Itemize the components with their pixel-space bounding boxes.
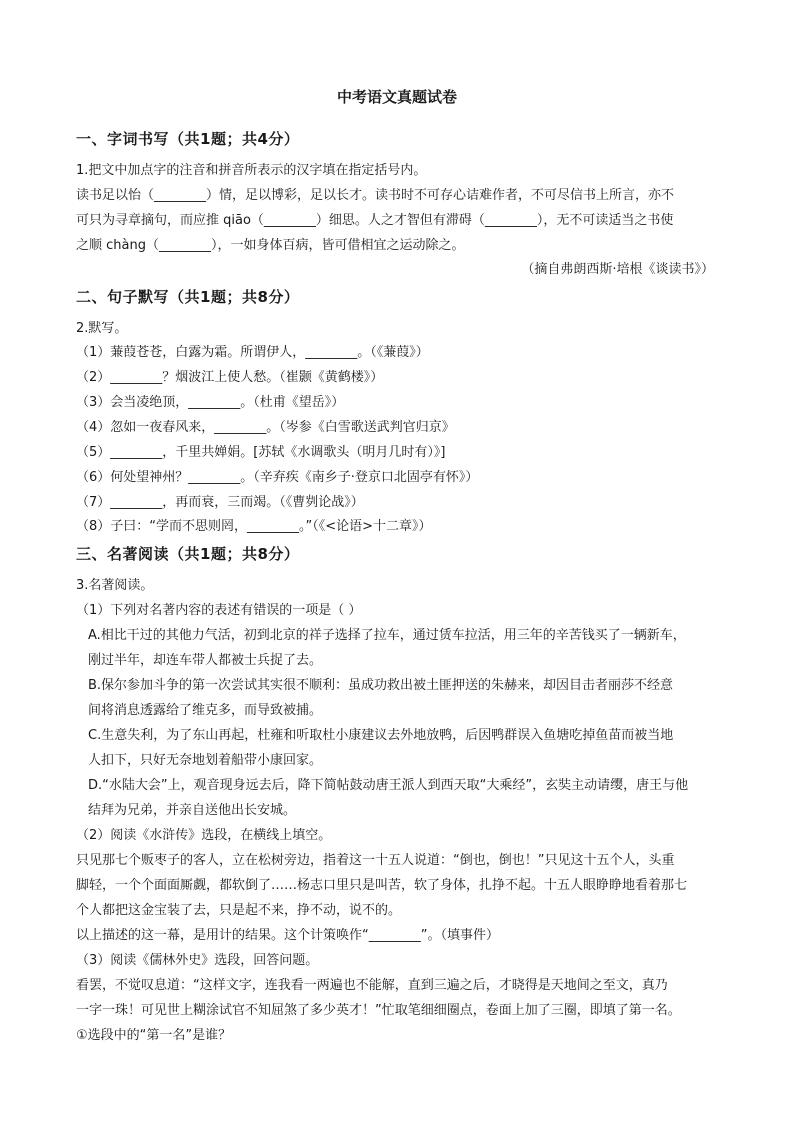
recitation-item: （8）子曰：“学而不思则罔，________。”（《<论语>十二章》） <box>76 519 432 534</box>
question-1-text-line: 可只为寻章摘句，而应推 qiāo（________）细思。人之才智但有滞碍（________），无不可读适当之书使 <box>76 213 674 228</box>
option-d-cont: 结拜为兄弟，并亲自送他出长安城。 <box>88 803 297 818</box>
recitation-item: （1）蒹葭苍苍，白露为霜。所谓伊人，________。（《蒹葭》） <box>76 345 429 360</box>
option-d: D.“水陆大会”上，观音现身远去后，降下简帖鼓动唐王派人到西天取“大乘经”，玄奘主动请缨，唐王与他 <box>88 778 689 793</box>
option-c-cont: 人扣下，只好无奈地划着船带小康回家。 <box>88 753 323 768</box>
fill-in-question: 以上描述的这一幕，是用计的结果。这个计策唤作“________”。（填事件） <box>76 928 499 943</box>
question-1-source: （摘自弗朗西斯·培根《谈读书》） <box>521 262 714 277</box>
option-b: B.保尔参加斗争的第一次尝试其实很不顺利：虽成功救出被土匪押送的朱赫来，却因目击者丽莎不经意 <box>88 678 674 693</box>
subquestion-2: （2）阅读《水浒传》选段，在横线上填空。 <box>76 828 332 843</box>
subquestion-1: （1）下列对名著内容的表述有错误的一项是（ ） <box>76 603 362 618</box>
section-heading-2: 二、句子默写（共1题；共8分） <box>76 288 300 306</box>
option-a: A.相比干过的其他力气活，初到北京的祥子选择了拉车，通过赁车拉活，用三年的辛苦钱买了一辆新车， <box>88 628 686 643</box>
question-3-prompt: 3.名著阅读。 <box>76 578 154 593</box>
question-item: ①选段中的“第一名”是谁？ <box>76 1028 232 1043</box>
recitation-item: （5）________，千里共婵娟。[苏轼《水调歌头（明月几时有）》] <box>76 445 446 460</box>
passage-line: 脚轻，一个个面面厮觑，都软倒了……杨志口里只是叫苦，软了身体，扎挣不起。十五人眼睁睁地看着那七 <box>76 878 688 893</box>
question-1-text-line: 读书足以怡（________）情，足以博彩，足以长才。读书时不可存心诘难作者，不可尽信书上所言，亦不 <box>76 188 675 203</box>
recitation-item: （7）________，再而衰，三而竭。（《曹刿论战》） <box>76 495 364 510</box>
passage-line: 看罢，不觉叹息道：“这样文字，连我看一两遍也不能解，直到三遍之后，才晓得是天地间之至文，真乃 <box>76 978 668 993</box>
section-heading-1: 一、字词书写（共1题；共4分） <box>76 130 300 148</box>
recitation-item: （6）何处望神州？________。（辛弃疾《南乡子·登京口北固亭有怀》） <box>76 470 479 485</box>
passage-line: 个人都把这金宝装了去，只是起不来，挣不动，说不的。 <box>76 903 402 918</box>
recitation-item: （2）________？烟波江上使人愁。（崔颢《黄鹤楼》） <box>76 370 384 385</box>
option-a-cont: 刚过半年，却连车带人都被士兵捉了去。 <box>88 653 323 668</box>
recitation-item: （4）忽如一夜春风来，________。（岑参《白雪歌送武判官归京》 <box>76 420 455 435</box>
option-c: C.生意失利，为了东山再起，杜雍和听取杜小康建议去外地放鸭，后因鸭群误入鱼塘吃掉鱼苗而被当地 <box>88 728 674 743</box>
question-1-prompt: 1.把文中加点字的注音和拼音所表示的汉字填在指定括号内。 <box>76 163 427 178</box>
section-heading-3: 三、名著阅读（共1题；共8分） <box>76 545 300 563</box>
recitation-item: （3）会当凌绝顶，________。（杜甫《望岳》） <box>76 395 345 410</box>
option-b-cont: 间将消息透露给了维克多，而导致被捕。 <box>88 703 323 718</box>
passage-line: 只见那七个贩枣子的客人，立在松树旁边，指着这一十五人说道：“倒也，倒也！”只见这十五个人，头重 <box>76 853 675 868</box>
page-title: 中考语文真题试卷 <box>336 88 457 106</box>
question-2-prompt: 2.默写。 <box>76 321 128 336</box>
question-1-text-line: 之顺 chàng（________），一如身体百病，皆可借相宜之运动除之。 <box>76 238 465 253</box>
subquestion-3: （3）阅读《儒林外史》选段，回答问题。 <box>76 953 319 968</box>
passage-line: 一字一珠！可见世上糊涂试官不知屈煞了多少英才！”忙取笔细细圈点，卷面上加了三圈，即填了第一名。 <box>76 1003 681 1018</box>
